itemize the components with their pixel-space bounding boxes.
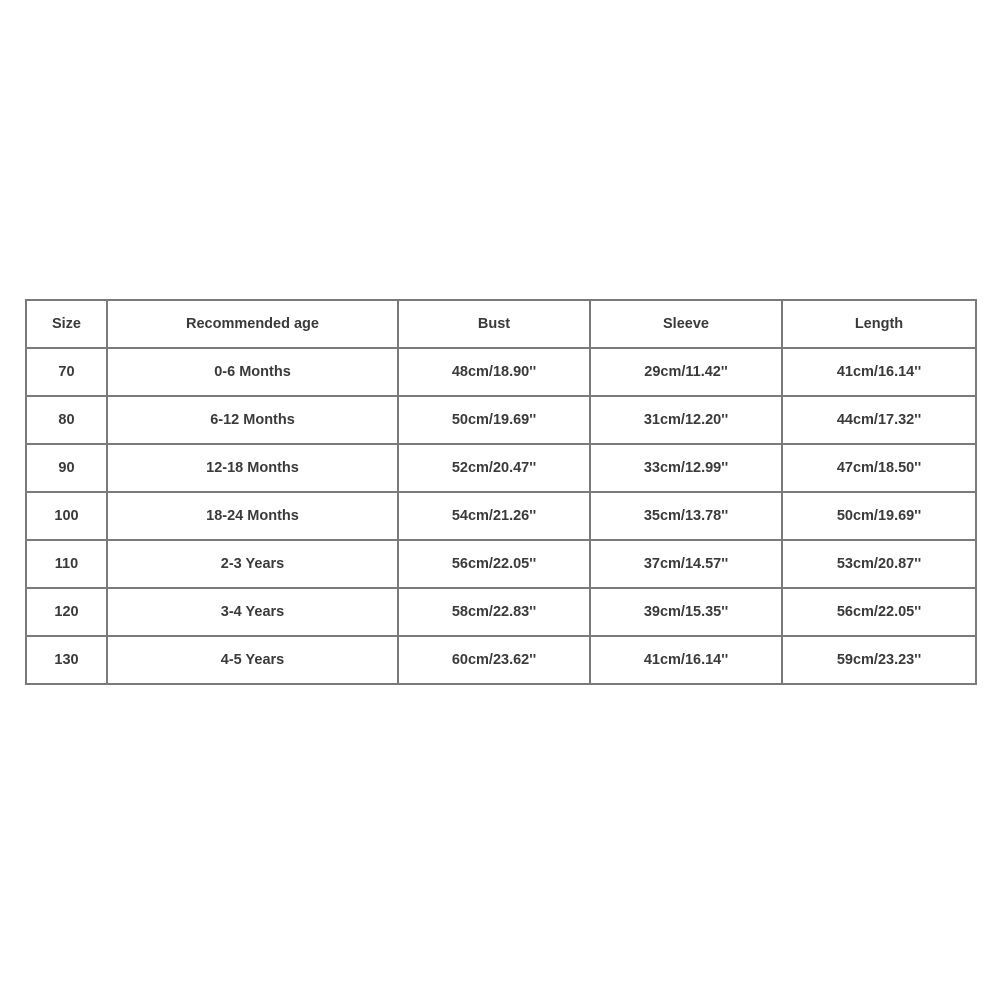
cell-size: 120 [26, 588, 107, 636]
cell-sleeve: 31cm/12.20'' [590, 396, 782, 444]
cell-sleeve: 35cm/13.78'' [590, 492, 782, 540]
cell-length: 47cm/18.50'' [782, 444, 976, 492]
cell-length: 41cm/16.14'' [782, 348, 976, 396]
cell-sleeve: 29cm/11.42'' [590, 348, 782, 396]
cell-recommended-age: 6-12 Months [107, 396, 398, 444]
cell-size: 100 [26, 492, 107, 540]
cell-recommended-age: 0-6 Months [107, 348, 398, 396]
cell-length: 53cm/20.87'' [782, 540, 976, 588]
cell-size: 80 [26, 396, 107, 444]
cell-bust: 56cm/22.05'' [398, 540, 590, 588]
header-length: Length [782, 300, 976, 348]
table-row [26, 492, 976, 540]
cell-sleeve: 33cm/12.99'' [590, 444, 782, 492]
cell-size: 70 [26, 348, 107, 396]
cell-recommended-age: 4-5 Years [107, 636, 398, 684]
table-header-row [26, 300, 976, 348]
header-sleeve: Sleeve [590, 300, 782, 348]
cell-recommended-age: 12-18 Months [107, 444, 398, 492]
cell-recommended-age: 3-4 Years [107, 588, 398, 636]
table-row [26, 540, 976, 588]
cell-size: 90 [26, 444, 107, 492]
cell-bust: 52cm/20.47'' [398, 444, 590, 492]
cell-length: 56cm/22.05'' [782, 588, 976, 636]
header-size: Size [26, 300, 107, 348]
cell-size: 130 [26, 636, 107, 684]
table-row [26, 636, 976, 684]
header-recommended-age: Recommended age [107, 300, 398, 348]
cell-length: 50cm/19.69'' [782, 492, 976, 540]
cell-recommended-age: 18-24 Months [107, 492, 398, 540]
cell-sleeve: 41cm/16.14'' [590, 636, 782, 684]
cell-size: 110 [26, 540, 107, 588]
cell-bust: 54cm/21.26'' [398, 492, 590, 540]
cell-length: 59cm/23.23'' [782, 636, 976, 684]
size-chart-table [25, 299, 977, 685]
cell-bust: 50cm/19.69'' [398, 396, 590, 444]
cell-recommended-age: 2-3 Years [107, 540, 398, 588]
cell-bust: 48cm/18.90'' [398, 348, 590, 396]
header-bust: Bust [398, 300, 590, 348]
table-row [26, 396, 976, 444]
cell-bust: 60cm/23.62'' [398, 636, 590, 684]
table-row [26, 444, 976, 492]
cell-bust: 58cm/22.83'' [398, 588, 590, 636]
table-row [26, 348, 976, 396]
cell-length: 44cm/17.32'' [782, 396, 976, 444]
cell-sleeve: 39cm/15.35'' [590, 588, 782, 636]
cell-sleeve: 37cm/14.57'' [590, 540, 782, 588]
table-row [26, 588, 976, 636]
